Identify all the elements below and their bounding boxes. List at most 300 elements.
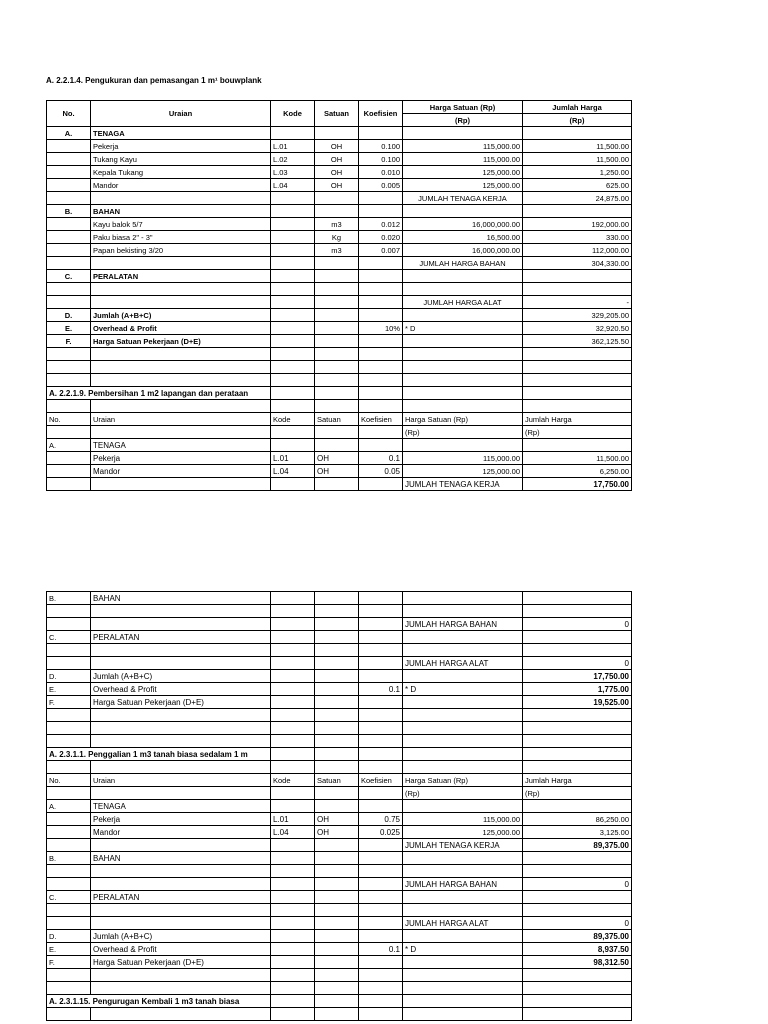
cell-harga-satuan: 16,500.00 [403,231,523,244]
cell-jumlah: 11,500.00 [523,140,632,153]
cell-satuan [315,917,359,930]
header-uraian: Uraian [91,413,271,426]
cell-harga-satuan [403,800,523,813]
cell-no [47,839,91,852]
table-row [47,439,632,452]
table-header-row [47,787,632,800]
cell-koefisien: 0.1 [359,943,403,956]
cell-kode: L.01 [271,140,315,153]
table-row [47,153,632,166]
cell-harga-satuan [403,270,523,283]
cell-uraian: Kepala Tukang [91,166,271,179]
cell-no: A. [47,127,91,140]
cell-uraian: Kayu balok 5/7 [91,218,271,231]
cell-kode [271,865,315,878]
cell-jumlah: 89,375.00 [523,839,632,852]
cell-uraian: PERALATAN [91,891,271,904]
cell-satuan [315,943,359,956]
table-row [47,696,632,709]
cell-uraian [91,839,271,852]
cell-koefisien [359,852,403,865]
header-jumlah-unit: (Rp) [523,787,632,800]
table-row [47,452,632,465]
cell-uraian [91,878,271,891]
cell-no [47,283,91,296]
cell-harga-satuan [403,644,523,657]
table-header-row [47,774,632,787]
cell-koefisien [359,605,403,618]
header-jumlah-unit: (Rp) [523,426,632,439]
cell-kode [271,618,315,631]
cell-uraian: Overhead & Profit [91,322,271,335]
empty-row [47,361,632,374]
cell-no: B. [47,205,91,218]
cell-koefisien [359,891,403,904]
cell-koefisien: 0.100 [359,140,403,153]
cell-jumlah: 0 [523,878,632,891]
cell-satuan [315,296,359,309]
cell-kode: L.02 [271,153,315,166]
cell-koefisien [359,631,403,644]
header-koefisien: Koefisien [359,774,403,787]
cell-harga-satuan [403,283,523,296]
cell-uraian: BAHAN [91,852,271,865]
cell-no: F. [47,335,91,348]
cell-koefisien [359,478,403,491]
cell-jumlah [523,644,632,657]
cell-no [47,257,91,270]
cell-koefisien: 0.75 [359,813,403,826]
empty-row [47,982,632,995]
cell-jumlah [523,631,632,644]
cell-koefisien [359,878,403,891]
cell-kode [271,270,315,283]
cell-harga-satuan: JUMLAH HARGA BAHAN [403,878,523,891]
section1-title: A. 2.2.1.4. Pengukuran dan pemasangan 1 m¹ bouwplank [46,76,262,85]
cell-koefisien [359,930,403,943]
cell-kode [271,852,315,865]
cell-harga-satuan [403,592,523,605]
table-row [47,878,632,891]
cell-kode [271,257,315,270]
cell-kode [271,878,315,891]
cell-koefisien [359,904,403,917]
empty-row [47,761,632,774]
cell-koefisien [359,309,403,322]
cell-harga-satuan: 16,000,000.00 [403,244,523,257]
cell-koefisien [359,283,403,296]
cell-jumlah [523,270,632,283]
section2-title: A. 2.2.1.9. Pembersihan 1 m2 lapangan dan perataan [47,387,271,400]
cell-jumlah [523,283,632,296]
cell-koefisien [359,644,403,657]
table-row [47,309,632,322]
cell-satuan [315,205,359,218]
cell-kode [271,205,315,218]
cell-uraian: Harga Satuan Pekerjaan (D+E) [91,696,271,709]
cell-no [47,878,91,891]
cell-jumlah: 329,205.00 [523,309,632,322]
cell-satuan [315,670,359,683]
cell-uraian: Overhead & Profit [91,683,271,696]
cell-uraian: TENAGA [91,800,271,813]
empty-row [47,374,632,387]
cell-uraian [91,644,271,657]
cell-jumlah [523,904,632,917]
table-row [47,631,632,644]
table-row [47,322,632,335]
cell-kode [271,283,315,296]
cell-jumlah [523,592,632,605]
cell-uraian [91,618,271,631]
cell-satuan [315,127,359,140]
section4-title: A. 2.3.1.15. Pengurugan Kembali 1 m3 tanah biasa [47,995,271,1008]
header-koefisien: Koefisien [359,413,403,426]
cell-kode: L.04 [271,179,315,192]
cell-koefisien [359,270,403,283]
empty-row [47,348,632,361]
cell-no: F. [47,956,91,969]
cell-koefisien [359,657,403,670]
header-harga-satuan: Harga Satuan (Rp) [403,413,523,426]
cell-no: C. [47,270,91,283]
cell-kode [271,127,315,140]
table-row [47,192,632,205]
table-row [47,644,632,657]
cell-jumlah [523,205,632,218]
empty-row [47,735,632,748]
section-title-row [47,387,632,400]
cell-no [47,904,91,917]
cell-uraian [91,283,271,296]
cell-no [47,618,91,631]
header-jumlah: Jumlah Harga [523,101,632,114]
cell-uraian [91,257,271,270]
cell-satuan [315,930,359,943]
cell-uraian: TENAGA [91,127,271,140]
cell-uraian: PERALATAN [91,270,271,283]
cell-kode [271,800,315,813]
cell-no [47,166,91,179]
cell-koefisien [359,205,403,218]
table-row [47,465,632,478]
cell-jumlah: 11,500.00 [523,153,632,166]
cell-satuan [315,335,359,348]
cell-jumlah: 6,250.00 [523,465,632,478]
table-row [47,218,632,231]
cell-harga-satuan [403,852,523,865]
cell-koefisien [359,192,403,205]
cell-kode [271,943,315,956]
cell-no [47,244,91,257]
cell-kode [271,839,315,852]
cell-kode [271,322,315,335]
cell-satuan [315,270,359,283]
cell-jumlah [523,439,632,452]
cell-jumlah: 19,525.00 [523,696,632,709]
table-row [47,335,632,348]
table-row [47,865,632,878]
cell-kode [271,335,315,348]
cell-jumlah [523,891,632,904]
cell-kode: L.01 [271,813,315,826]
cell-uraian: Pekerja [91,452,271,465]
cell-kode [271,644,315,657]
cell-satuan [315,657,359,670]
table-row [47,800,632,813]
cell-harga-satuan: * D [403,683,523,696]
cell-no: A. [47,439,91,452]
cell-uraian [91,865,271,878]
cell-uraian: Papan bekisting 3/20 [91,244,271,257]
table-row [47,478,632,491]
cell-koefisien [359,865,403,878]
cell-koefisien [359,696,403,709]
cell-no [47,917,91,930]
cell-kode [271,218,315,231]
cell-uraian: Overhead & Profit [91,943,271,956]
header-harga-satuan: Harga Satuan (Rp) [403,101,523,114]
cell-kode [271,439,315,452]
header-koefisien: Koefisien [359,101,403,127]
cell-no [47,218,91,231]
cell-no: E. [47,683,91,696]
cell-kode: L.04 [271,826,315,839]
cell-satuan [315,322,359,335]
cell-koefisien [359,296,403,309]
cell-koefisien [359,592,403,605]
cell-harga-satuan [403,205,523,218]
cell-no: B. [47,592,91,605]
cell-uraian [91,917,271,930]
cell-harga-satuan [403,631,523,644]
cell-kode [271,696,315,709]
header-harga-unit: (Rp) [403,114,523,127]
table-row [47,296,632,309]
cell-no [47,657,91,670]
cell-satuan [315,852,359,865]
cell-kode [271,309,315,322]
cell-kode [271,657,315,670]
table-row [47,917,632,930]
cell-no: E. [47,943,91,956]
header-kode: Kode [271,413,315,426]
cell-satuan: OH [315,166,359,179]
cell-uraian [91,657,271,670]
cell-satuan [315,192,359,205]
cell-harga-satuan: JUMLAH TENAGA KERJA [403,192,523,205]
header-harga-satuan: Harga Satuan (Rp) [403,774,523,787]
cell-koefisien: 0.012 [359,218,403,231]
table-row [47,670,632,683]
section3-title: A. 2.3.1.1. Penggalian 1 m3 tanah biasa sedalam 1 m [47,748,271,761]
cell-koefisien: 0.020 [359,231,403,244]
cell-koefisien [359,956,403,969]
cell-no: D. [47,670,91,683]
header-satuan: Satuan [315,413,359,426]
cell-jumlah: 304,330.00 [523,257,632,270]
cell-uraian [91,478,271,491]
cell-harga-satuan [403,309,523,322]
cell-harga-satuan: JUMLAH HARGA ALAT [403,296,523,309]
table-row [47,179,632,192]
cell-no [47,605,91,618]
cell-harga-satuan [403,605,523,618]
cell-kode [271,917,315,930]
cell-jumlah [523,852,632,865]
empty-row [47,1008,632,1021]
cell-kode [271,670,315,683]
table-row [47,904,632,917]
cell-satuan: OH [315,826,359,839]
table-row [47,930,632,943]
table-row [47,140,632,153]
header-uraian: Uraian [91,774,271,787]
cell-jumlah: 86,250.00 [523,813,632,826]
cell-harga-satuan [403,696,523,709]
table-header-row [47,426,632,439]
cell-kode [271,592,315,605]
cell-harga-satuan: JUMLAH HARGA ALAT [403,917,523,930]
cell-kode: L.01 [271,452,315,465]
cell-uraian [91,296,271,309]
cell-harga-satuan: JUMLAH HARGA BAHAN [403,257,523,270]
cell-satuan [315,631,359,644]
cell-jumlah: - [523,296,632,309]
cell-kode [271,296,315,309]
cell-harga-satuan: JUMLAH HARGA BAHAN [403,618,523,631]
cell-satuan [315,605,359,618]
cell-uraian: Pekerja [91,813,271,826]
sheet-table-page2 [46,591,632,1021]
cell-harga-satuan [403,904,523,917]
cell-jumlah [523,800,632,813]
header-no: No. [47,101,91,127]
cell-jumlah: 89,375.00 [523,930,632,943]
cell-no: B. [47,852,91,865]
table-header-row [47,413,632,426]
cell-no [47,865,91,878]
cell-satuan [315,878,359,891]
cell-satuan: OH [315,153,359,166]
table-header-row [47,101,632,114]
table-row [47,166,632,179]
cell-satuan: OH [315,140,359,153]
cell-harga-satuan: JUMLAH TENAGA KERJA [403,839,523,852]
cell-koefisien [359,670,403,683]
cell-jumlah: 0 [523,618,632,631]
table-row [47,943,632,956]
cell-no [47,192,91,205]
cell-no [47,231,91,244]
header-kode: Kode [271,101,315,127]
section-title-row [47,995,632,1008]
cell-harga-satuan [403,891,523,904]
cell-jumlah: 362,125.50 [523,335,632,348]
cell-koefisien: 0.010 [359,166,403,179]
cell-jumlah: 32,920.50 [523,322,632,335]
cell-no [47,140,91,153]
cell-uraian: BAHAN [91,592,271,605]
section-title-row [47,748,632,761]
table-row [47,205,632,218]
cell-harga-satuan: 125,000.00 [403,166,523,179]
table-row [47,813,632,826]
cell-kode [271,631,315,644]
cell-jumlah: 98,312.50 [523,956,632,969]
table-row [47,826,632,839]
cell-harga-satuan [403,930,523,943]
empty-row [47,722,632,735]
cell-harga-satuan [403,439,523,452]
cell-harga-satuan [403,127,523,140]
cell-koefisien: 0.1 [359,683,403,696]
cell-koefisien: 0.1 [359,452,403,465]
cell-no [47,153,91,166]
cell-jumlah [523,127,632,140]
table-row [47,839,632,852]
cell-harga-satuan: * D [403,943,523,956]
cell-no [47,644,91,657]
cell-jumlah: 0 [523,917,632,930]
cell-harga-satuan [403,335,523,348]
header-jumlah: Jumlah Harga [523,413,632,426]
cell-satuan [315,478,359,491]
cell-harga-satuan: 125,000.00 [403,826,523,839]
empty-row [47,709,632,722]
cell-koefisien: 0.100 [359,153,403,166]
empty-row [47,400,632,413]
cell-uraian: PERALATAN [91,631,271,644]
cell-koefisien: 0.005 [359,179,403,192]
cell-no [47,826,91,839]
cell-satuan [315,800,359,813]
table-row [47,683,632,696]
cell-koefisien [359,335,403,348]
cell-kode: L.03 [271,166,315,179]
cell-koefisien [359,917,403,930]
cell-satuan: Kg [315,231,359,244]
cell-no [47,179,91,192]
cell-satuan [315,956,359,969]
cell-harga-satuan: 115,000.00 [403,153,523,166]
cell-no [47,296,91,309]
cell-koefisien [359,800,403,813]
cell-koefisien: 0.05 [359,465,403,478]
header-jumlah-unit: (Rp) [523,114,632,127]
cell-uraian: Mandor [91,179,271,192]
cell-harga-satuan [403,956,523,969]
cell-satuan [315,839,359,852]
cell-kode: L.04 [271,465,315,478]
cell-kode [271,244,315,257]
cell-uraian [91,904,271,917]
cell-kode [271,231,315,244]
cell-satuan [315,865,359,878]
cell-kode [271,956,315,969]
cell-harga-satuan: 115,000.00 [403,813,523,826]
cell-uraian: Mandor [91,465,271,478]
cell-kode [271,683,315,696]
cell-satuan [315,696,359,709]
cell-satuan: OH [315,179,359,192]
cell-kode [271,605,315,618]
cell-kode [271,891,315,904]
cell-uraian: BAHAN [91,205,271,218]
cell-koefisien: 0.007 [359,244,403,257]
table-row [47,244,632,257]
cell-uraian: Mandor [91,826,271,839]
